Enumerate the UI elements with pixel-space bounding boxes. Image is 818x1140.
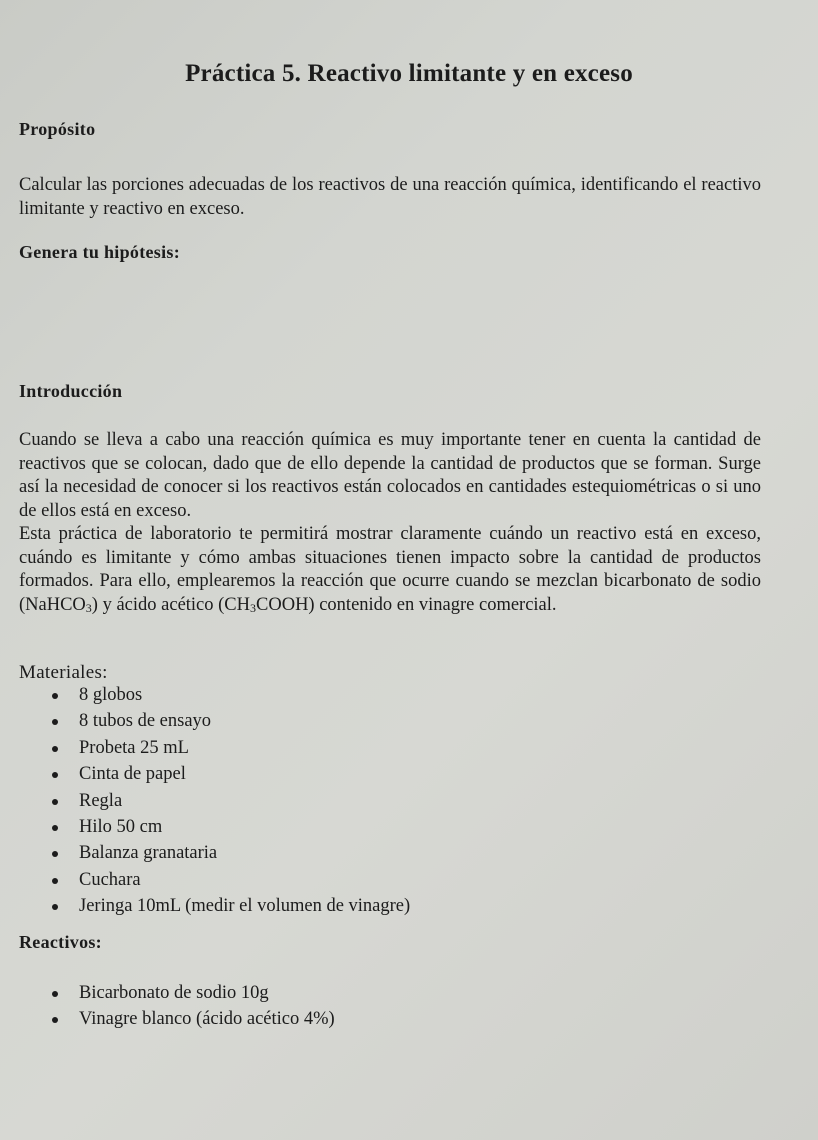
list-item: Jeringa 10mL (medir el volumen de vinagre) [0,893,410,919]
intro-p2-part3: COOH) contenido en vinagre comercial. [256,594,557,615]
bullet-icon [52,904,58,910]
page-title: Práctica 5. Reactivo limitante y en exceso [185,60,633,87]
bullet-icon [52,719,58,725]
bullet-icon [52,746,58,752]
list-item: Probeta 25 mL [0,735,410,761]
intro-p2-sub1: 3 [85,600,92,615]
reagents-list [0,980,335,1033]
intro-p2-part2: ) y ácido acético (CH [91,594,251,615]
purpose-text [19,174,761,221]
purpose-paragraph: Calcular las porciones adecuadas de los reactivos de una reacción química, identificando el reactivo limitante y reactivo en exceso. [19,175,761,219]
intro-p2-sub2: 3 [250,600,257,615]
hypothesis-heading: Genera tu hipótesis: [19,242,180,262]
introduction-paragraph-2 [19,523,761,617]
list-item: 8 globos [0,682,410,708]
list-item: Regla [0,788,410,814]
list-item: Vinagre blanco (ácido acético 4%) [0,1006,335,1032]
bullet-icon [52,1017,58,1023]
list-item: Balanza granataria [0,840,410,866]
introduction-heading: Introducción [19,381,123,401]
introduction-text [19,429,761,617]
materials-heading: Materiales: [19,662,108,683]
materials-list [0,682,410,920]
list-item: Cinta de papel [0,761,410,787]
purpose-heading: Propósito [19,119,96,139]
list-item: 8 tubos de ensayo [0,708,410,734]
bullet-icon [52,772,58,778]
bullet-icon [52,799,58,805]
bullet-icon [52,825,58,831]
reagents-heading: Reactivos: [19,932,102,952]
intro-p2-part1: Esta práctica de laboratorio te permitirá mostrar claramente cuándo un reactivo está en exceso, cuándo es limitante y cómo ambas situaciones tienen impacto sobre la cantidad de productos formados. Para ello, emplearemos la reacción que ocurre cuando se mezclan bicarbonato de sodio (NaHCO [19,524,761,615]
bullet-icon [52,851,58,857]
list-item: Hilo 50 cm [0,814,410,840]
introduction-paragraph-1: Cuando se lleva a cabo una reacción química es muy importante tener en cuenta la cantidad de reactivos que se colocan, dado que de ello depende la cantidad de productos que se forman. Surge así la necesidad de conocer si los reactivos están colocados en cantidades estequiométricas o si uno de ellos está en exceso. [19,430,761,521]
bullet-icon [52,878,58,884]
bullet-icon [52,991,58,997]
list-item: Bicarbonato de sodio 10g [0,980,335,1006]
list-item: Cuchara [0,867,410,893]
bullet-icon [52,693,58,699]
